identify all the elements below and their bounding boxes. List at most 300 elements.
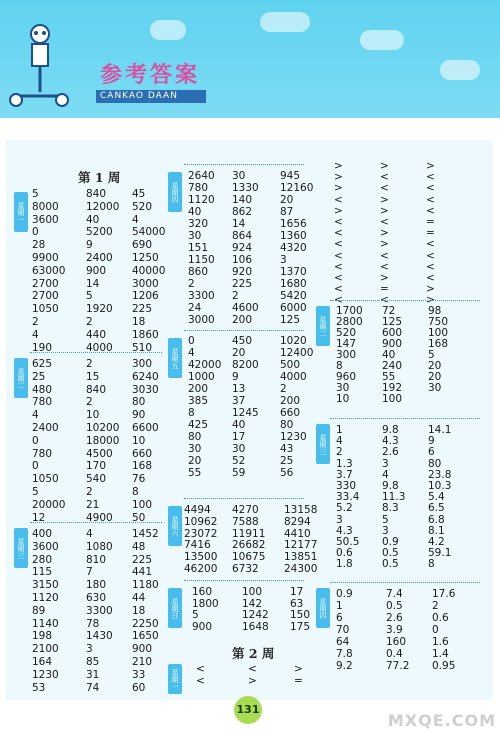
answer-cell: 10.3 (428, 480, 452, 492)
answer-cell: 4.3 (382, 435, 399, 448)
answer-cell: < (380, 260, 389, 273)
answer-cell: 1140 (32, 617, 59, 630)
dotted-divider (330, 418, 480, 419)
answer-cell: 0 (32, 460, 39, 473)
answer-cell: 300 (336, 349, 357, 361)
answer-cell: 225 (132, 303, 153, 316)
answer-cell: 630 (86, 592, 107, 604)
answer-cell: 80 (132, 396, 146, 409)
answer-cell: 18000 (86, 434, 120, 447)
answer-cell: 24300 (284, 563, 318, 575)
answer-cell: 10 (336, 393, 350, 405)
cloud-decoration (360, 30, 404, 50)
answer-cell: 10200 (86, 422, 120, 434)
answer-cell: 20 (428, 371, 442, 383)
answer-cell: < (426, 260, 435, 273)
answer-cell: 33.4 (336, 491, 360, 504)
dotted-divider (30, 352, 162, 353)
answer-cell: 13 (232, 383, 246, 395)
answer-cell: 106 (232, 254, 253, 266)
answer-cell: > (334, 204, 343, 217)
answer-cell: 0 (432, 624, 439, 636)
answer-cell: 840 (86, 383, 107, 396)
answer-cell: 210 (132, 656, 153, 668)
answer-cell: 0.95 (432, 660, 456, 672)
answer-cell: 98 (428, 305, 442, 317)
robot-scooter-icon (6, 22, 70, 108)
answer-cell: 200 (280, 395, 301, 407)
cloud-decoration (260, 12, 310, 32)
answer-cell: 54000 (132, 226, 166, 239)
answer-cell: 945 (280, 170, 301, 182)
answer-cell: 8200 (232, 359, 259, 371)
answer-cell: 3 (280, 254, 287, 266)
answer-cell: 4000 (86, 341, 113, 354)
answer-cell: 1230 (280, 431, 307, 443)
answer-cell: 780 (32, 447, 53, 460)
answer-cell: > (426, 294, 435, 307)
answer-cell: 46200 (184, 563, 218, 575)
answer-cell: 4410 (284, 527, 311, 540)
answer-cell: 425 (188, 419, 209, 431)
answer-cell: 4 (86, 528, 93, 540)
answer-cell: < (334, 283, 343, 296)
answer-cell: 625 (32, 358, 53, 370)
answer-cell: 4500 (86, 447, 113, 460)
answer-cell: < (380, 249, 389, 262)
answer-cell: > (248, 675, 257, 687)
answer-cell: 33 (132, 668, 146, 681)
answer-cell: 0 (188, 335, 195, 347)
answer-cell: 13851 (284, 551, 318, 564)
answer-cell: 80 (428, 457, 442, 470)
answer-cell: 43 (280, 443, 294, 455)
answer-cell: 30 (232, 443, 246, 455)
answer-cell: 100 (242, 586, 263, 598)
day-tab: 星期四 (168, 172, 182, 212)
answer-cell: 12160 (280, 182, 314, 194)
answer-cell: 1150 (188, 254, 215, 266)
answer-cell: 150 (290, 609, 311, 621)
answer-cell: < (196, 675, 205, 687)
answer-cell: 920 (232, 266, 253, 278)
answer-cell: 160 (386, 636, 407, 648)
day-tab: 星期二 (14, 358, 28, 398)
answer-cell: 9 (86, 239, 93, 252)
answer-cell: 900 (192, 620, 213, 633)
answer-cell: 400 (32, 528, 53, 540)
answer-cell: 1.4 (432, 648, 449, 660)
answer-cell: 840 (86, 188, 107, 200)
answer-cell: < (334, 260, 343, 273)
answer-cell: 30 (336, 382, 350, 394)
answer-cell: 2 (86, 486, 93, 498)
answer-cell: 23.8 (428, 468, 452, 481)
answer-cell: 13158 (284, 504, 318, 516)
answer-cell: 17.6 (432, 588, 456, 600)
answer-cell: 6240 (132, 370, 159, 383)
answer-cell: 1860 (132, 328, 159, 341)
answer-cell: 225 (232, 278, 253, 290)
answer-cell: 100 (132, 498, 153, 511)
answer-cell: 70 (336, 624, 350, 636)
answer-cell: 440 (86, 328, 107, 341)
answer-cell: 2 (86, 396, 93, 409)
answer-cell: 2 (32, 316, 39, 328)
answer-cell: 9.2 (336, 660, 353, 672)
dotted-divider (184, 164, 304, 165)
answer-cell: > (380, 272, 389, 284)
answer-cell: 175 (290, 620, 311, 633)
answer-cell: 9 (232, 371, 239, 383)
answer-cell: 1330 (232, 182, 259, 194)
answer-cell: 147 (336, 338, 357, 350)
answer-cell: 0.5 (382, 558, 399, 571)
answer-cell: 72 (382, 305, 396, 317)
answer-cell: 1920 (86, 303, 113, 316)
answer-cell: 4900 (86, 511, 113, 524)
answer-cell: 7.8 (336, 648, 353, 660)
answer-cell: 168 (132, 460, 153, 473)
answer-cell: > (380, 193, 389, 206)
answer-cell: 20 (188, 455, 202, 467)
answer-cell: 2700 (32, 290, 59, 303)
answer-cell: 4.3 (336, 524, 353, 537)
answer-cell: 63 (290, 597, 304, 610)
answer-cell: 2 (432, 600, 439, 612)
answer-cell: 500 (280, 359, 301, 371)
answer-cell: 2400 (32, 422, 59, 434)
answer-cell: 50.5 (336, 536, 360, 548)
answer-cell: 8 (132, 486, 139, 498)
answer-cell: 8.1 (428, 524, 445, 537)
answer-cell: 2 (232, 290, 239, 302)
answer-cell: 4 (32, 409, 39, 422)
answer-cell: 6 (428, 446, 435, 459)
answer-cell: > (426, 160, 435, 172)
answer-cell: 164 (32, 656, 53, 668)
answer-cell: 31 (86, 668, 100, 681)
answer-cell: 0.5 (386, 600, 403, 612)
answer-cell: 12000 (86, 200, 120, 213)
day-tab: 星期六 (168, 506, 182, 546)
answer-cell: 25 (32, 370, 46, 383)
answer-cell: 1 (336, 424, 343, 436)
answer-cell: < (426, 204, 435, 217)
answer-cell: 56 (280, 467, 294, 479)
answer-cell: = (294, 675, 303, 687)
answer-cell: 13500 (184, 551, 218, 564)
answer-cell: 660 (132, 447, 153, 460)
answer-cell: 8000 (32, 200, 59, 213)
page-title: 参考答案 (100, 62, 201, 88)
answer-cell: 9.8 (382, 424, 399, 436)
answer-cell: 3030 (132, 383, 159, 396)
answer-cell: 45 (132, 188, 146, 200)
answer-cell: 1 (336, 600, 343, 612)
cloud-decoration (150, 20, 186, 40)
dotted-divider (184, 330, 304, 331)
answer-cell: < (426, 182, 435, 195)
answer-cell: 37 (232, 395, 246, 407)
answer-cell: 125 (382, 316, 403, 328)
answer-cell: 6000 (280, 302, 307, 314)
answer-cell: 1360 (280, 230, 307, 242)
answer-cell: 860 (188, 266, 209, 278)
answer-cell: 1430 (86, 630, 113, 643)
cloud-decoration (440, 60, 480, 80)
answer-cell: 520 (336, 327, 357, 339)
answer-cell: = (380, 283, 389, 296)
answer-cell: 6 (336, 612, 343, 624)
answer-cell: < (196, 663, 205, 675)
answer-cell: < (380, 294, 389, 307)
answer-cell: < (334, 216, 343, 228)
answer-cell: 480 (32, 383, 53, 396)
answer-cell: 77.2 (386, 660, 410, 672)
answer-cell: 8 (336, 360, 343, 372)
answer-cell: 1245 (232, 407, 259, 419)
answer-cell: 864 (232, 230, 253, 242)
answer-cell: 2400 (86, 252, 113, 264)
answer-cell: 1.8 (336, 558, 353, 571)
answer-cell: > (380, 238, 389, 251)
answer-cell: < (380, 171, 389, 184)
answer-cell: < (426, 249, 435, 262)
answer-cell: < (426, 272, 435, 284)
answer-cell: 4320 (280, 242, 307, 254)
answer-cell: 48 (132, 540, 146, 553)
answer-cell: 17 (232, 431, 246, 443)
day-tab: 星期二 (316, 306, 330, 346)
answer-cell: 540 (86, 473, 107, 486)
answer-cell: 168 (428, 338, 449, 350)
answer-cell: 0 (32, 226, 39, 239)
answer-cell: 3300 (86, 604, 113, 617)
dotted-divider (330, 582, 480, 583)
answer-cell: 59.1 (428, 547, 452, 560)
answer-cell: < (426, 193, 435, 206)
answer-cell: 40000 (132, 264, 166, 277)
answer-cell: 10 (132, 434, 146, 447)
answer-cell: 750 (428, 316, 449, 328)
answer-cell: 5200 (86, 226, 113, 239)
answer-cell: 1180 (132, 579, 159, 592)
answer-cell: 87 (280, 206, 294, 218)
week-2-heading: 第 2 周 (232, 646, 275, 661)
answer-cell: 1250 (132, 252, 159, 264)
answer-cell: 0.9 (336, 588, 353, 600)
answer-cell: 6.5 (428, 502, 445, 515)
answer-cell: 2800 (336, 316, 363, 328)
answer-cell: 330 (336, 480, 357, 492)
answer-cell: 85 (86, 656, 100, 668)
answer-cell: 780 (32, 396, 53, 409)
answer-cell: 4000 (280, 371, 307, 383)
answer-cell: 8.3 (382, 502, 399, 515)
answer-cell: 280 (32, 553, 53, 566)
answer-cell: 5420 (280, 290, 307, 302)
answer-cell: 0.6 (432, 612, 449, 624)
answer-cell: 40 (86, 213, 100, 226)
answer-cell: 1650 (132, 630, 159, 643)
answer-cell: 12177 (284, 539, 318, 552)
answer-cell: 1230 (32, 668, 59, 681)
answer-cell: 690 (132, 239, 153, 252)
answer-cell: < (334, 193, 343, 206)
answer-cell: 1080 (86, 540, 113, 553)
answer-cell: 200 (188, 383, 209, 395)
answer-cell: 1000 (188, 371, 215, 383)
answer-cell: 198 (32, 630, 53, 643)
answer-cell: 1020 (280, 335, 307, 347)
answer-cell: = (426, 216, 435, 228)
answer-cell: 11.3 (382, 491, 406, 504)
answer-cell: > (426, 283, 435, 296)
answer-cell: 2700 (32, 277, 59, 290)
answer-cell: 900 (86, 264, 107, 277)
answer-cell: 225 (132, 553, 153, 566)
answer-cell: 20000 (32, 498, 66, 511)
answer-cell: 5.4 (428, 491, 445, 504)
answer-cell: 1120 (32, 592, 59, 604)
answer-cell: 6600 (132, 422, 159, 434)
answer-cell: 8 (428, 558, 435, 571)
answer-cell: 7.4 (386, 588, 403, 600)
answer-cell: < (334, 227, 343, 240)
answer-cell: 115 (32, 566, 53, 579)
answer-cell: 3600 (32, 213, 59, 226)
answer-cell: 192 (382, 382, 403, 394)
answer-cell: 3600 (32, 540, 59, 553)
answer-cell: 450 (232, 335, 253, 347)
answer-cell: 3000 (188, 314, 215, 326)
answer-cell: < (380, 216, 389, 228)
answer-cell: 5 (32, 486, 39, 498)
answer-cell: 100 (382, 393, 403, 405)
answer-cell: 24 (188, 302, 202, 314)
answer-cell: 40 (188, 206, 202, 218)
answer-cell: 15 (86, 370, 100, 383)
answer-cell: 660 (280, 407, 301, 419)
answer-cell: 8 (188, 407, 195, 419)
answer-cell: 6.8 (428, 513, 445, 526)
answer-cell: 30 (232, 170, 246, 182)
answer-cell: 4 (132, 213, 139, 226)
answer-cell: 4 (188, 347, 195, 359)
answer-cell: 25 (280, 455, 294, 467)
answer-cell: 26682 (232, 539, 266, 552)
answer-cell: 3.7 (336, 468, 353, 481)
answer-cell: 7588 (232, 515, 259, 528)
watermark: MXQE.COM (387, 711, 496, 730)
answer-cell: 240 (382, 360, 403, 372)
page-subtitle: CANKAO DAAN (96, 90, 206, 103)
answer-cell: 40 (382, 349, 396, 361)
answer-cell: 3300 (188, 290, 215, 302)
answer-cell: 0 (32, 434, 39, 447)
day-tab: 星期三 (316, 424, 330, 464)
answer-cell: 1050 (32, 303, 59, 316)
answer-cell: > (334, 171, 343, 184)
answer-cell: 50 (132, 511, 146, 524)
answer-cell: < (334, 238, 343, 251)
answer-cell: 7 (86, 566, 93, 579)
answer-cell: 5 (428, 349, 435, 361)
answer-cell: 2100 (32, 643, 59, 656)
dotted-divider (184, 498, 304, 499)
answer-cell: 1.6 (432, 636, 449, 648)
answer-cell: 14 (232, 218, 246, 230)
answer-cell: 20 (428, 360, 442, 372)
answer-cell: 76 (132, 473, 146, 486)
answer-cell: 2250 (132, 617, 159, 630)
answer-cell: 55 (188, 467, 202, 479)
answer-cell: 170 (86, 460, 107, 473)
answer-cell: 30 (188, 230, 202, 242)
answer-cell: 52 (232, 455, 246, 467)
answer-cell: 60 (132, 681, 146, 694)
answer-cell: 59 (232, 467, 246, 479)
page-number: 131 (234, 696, 262, 724)
answer-cell: < (248, 663, 257, 675)
answer-cell: 3000 (132, 277, 159, 290)
answer-cell: 1050 (32, 473, 59, 486)
answer-cell: 1656 (280, 218, 307, 230)
answer-cell: 0.6 (336, 547, 353, 560)
answer-cell: 18 (132, 604, 146, 617)
answer-cell: 63000 (32, 264, 66, 277)
answer-cell: 0.4 (386, 648, 403, 660)
answer-cell: < (426, 238, 435, 251)
answer-cell: 600 (382, 327, 403, 339)
answer-cell: 42000 (188, 359, 222, 371)
answer-cell: > (294, 663, 303, 675)
answer-cell: 320 (188, 218, 209, 230)
answer-cell: 924 (232, 242, 253, 254)
answer-cell: 20 (280, 194, 294, 206)
day-tab: 星期一 (14, 192, 28, 232)
answer-cell: 1648 (242, 620, 269, 633)
answer-cell: 10675 (232, 551, 266, 564)
answer-cell: 9.8 (382, 480, 399, 492)
dotted-divider (30, 522, 162, 523)
answer-cell: 190 (32, 341, 53, 354)
answer-cell: 385 (188, 395, 209, 407)
answer-cell: < (334, 294, 343, 307)
answer-cell: < (380, 182, 389, 195)
answer-cell: 2.6 (386, 612, 403, 624)
answer-cell: 12 (32, 511, 46, 524)
answer-cell: 4270 (232, 504, 259, 516)
answer-cell: 9 (428, 435, 435, 448)
answer-cell: 900 (382, 338, 403, 350)
answer-cell: 862 (232, 206, 253, 218)
answer-cell: 17 (290, 586, 304, 598)
answer-cell: 3 (86, 643, 93, 656)
answer-cell: 180 (86, 579, 107, 592)
answer-cell: > (334, 182, 343, 195)
answer-cell: 28 (32, 239, 46, 252)
answer-cell: 20 (232, 347, 246, 359)
answer-cell: 1120 (188, 194, 215, 206)
answer-cell: 10 (86, 409, 100, 422)
answer-cell: 0.9 (382, 536, 399, 548)
answer-cell: 2 (336, 446, 343, 459)
answer-cell: 5.2 (336, 502, 353, 515)
answer-cell: 23072 (184, 527, 218, 540)
answer-cell: 780 (188, 182, 209, 194)
